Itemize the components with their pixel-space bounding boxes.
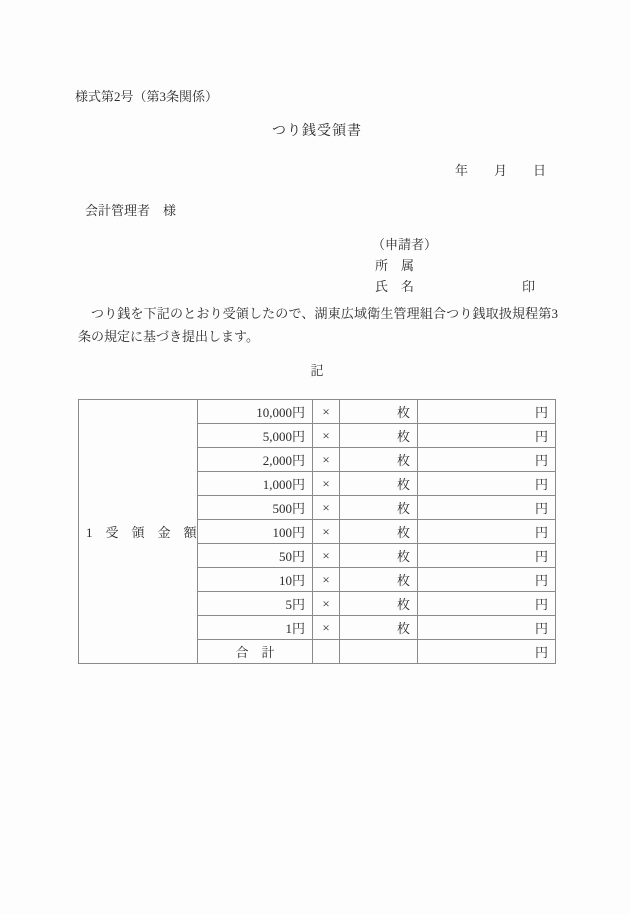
multiply-cell: × xyxy=(313,472,340,496)
denomination-cell: 10円 xyxy=(198,568,313,592)
yen-cell: 円 xyxy=(418,472,556,496)
addressee: 会計管理者 様 xyxy=(85,203,177,218)
seal-label: 印 xyxy=(522,279,536,294)
sheets-cell: 枚 xyxy=(340,568,418,592)
yen-cell: 円 xyxy=(418,400,556,424)
denomination-cell: 1円 xyxy=(198,616,313,640)
body-paragraph: つり銭を下記のとおり受領したので、湖東広域衛生管理組合つり銭取扱規程第3条の規定に基づき提出します。 xyxy=(78,306,558,344)
sheets-cell: 枚 xyxy=(340,592,418,616)
multiply-cell-empty xyxy=(313,640,340,664)
yen-cell: 円 xyxy=(418,520,556,544)
form-number: 様式第2号（第3条関係） xyxy=(75,89,219,104)
document-title: つり銭受領書 xyxy=(272,124,362,139)
row-header-cell: 1 受 領 金 額 xyxy=(79,400,198,664)
applicant-header: （申請者） xyxy=(372,237,438,252)
multiply-cell: × xyxy=(313,448,340,472)
multiply-cell: × xyxy=(313,568,340,592)
sheets-cell: 枚 xyxy=(340,424,418,448)
denomination-cell: 50円 xyxy=(198,544,313,568)
sheets-cell: 枚 xyxy=(340,544,418,568)
multiply-cell: × xyxy=(313,496,340,520)
denomination-cell: 100円 xyxy=(198,520,313,544)
sheets-cell: 枚 xyxy=(340,520,418,544)
yen-cell: 円 xyxy=(418,616,556,640)
yen-cell: 円 xyxy=(418,544,556,568)
yen-cell: 円 xyxy=(418,592,556,616)
multiply-cell: × xyxy=(313,520,340,544)
denomination-cell: 500円 xyxy=(198,496,313,520)
denomination-cell: 5,000円 xyxy=(198,424,313,448)
sheets-cell: 枚 xyxy=(340,616,418,640)
yen-cell: 円 xyxy=(418,448,556,472)
sheets-cell: 枚 xyxy=(340,472,418,496)
sheets-cell: 枚 xyxy=(340,496,418,520)
denomination-cell: 2,000円 xyxy=(198,448,313,472)
sheets-cell-empty xyxy=(340,640,418,664)
multiply-cell: × xyxy=(313,616,340,640)
date-line: 年 月 日 xyxy=(454,163,546,178)
section-heading: 記 xyxy=(310,363,324,378)
multiply-cell: × xyxy=(313,424,340,448)
denomination-cell: 5円 xyxy=(198,592,313,616)
sheets-cell: 枚 xyxy=(340,448,418,472)
denomination-cell: 10,000円 xyxy=(198,400,313,424)
multiply-cell: × xyxy=(313,592,340,616)
table-row xyxy=(79,400,556,424)
receipt-table xyxy=(78,399,556,664)
multiply-cell: × xyxy=(313,400,340,424)
name-label: 氏 名 xyxy=(375,279,415,294)
denomination-cell: 1,000円 xyxy=(198,472,313,496)
yen-cell: 円 xyxy=(418,640,556,664)
affiliation-label: 所 属 xyxy=(375,258,415,273)
yen-cell: 円 xyxy=(418,424,556,448)
yen-cell: 円 xyxy=(418,568,556,592)
yen-cell: 円 xyxy=(418,496,556,520)
multiply-cell: × xyxy=(313,544,340,568)
sheets-cell: 枚 xyxy=(340,400,418,424)
total-label-cell: 合 計 xyxy=(198,640,313,664)
